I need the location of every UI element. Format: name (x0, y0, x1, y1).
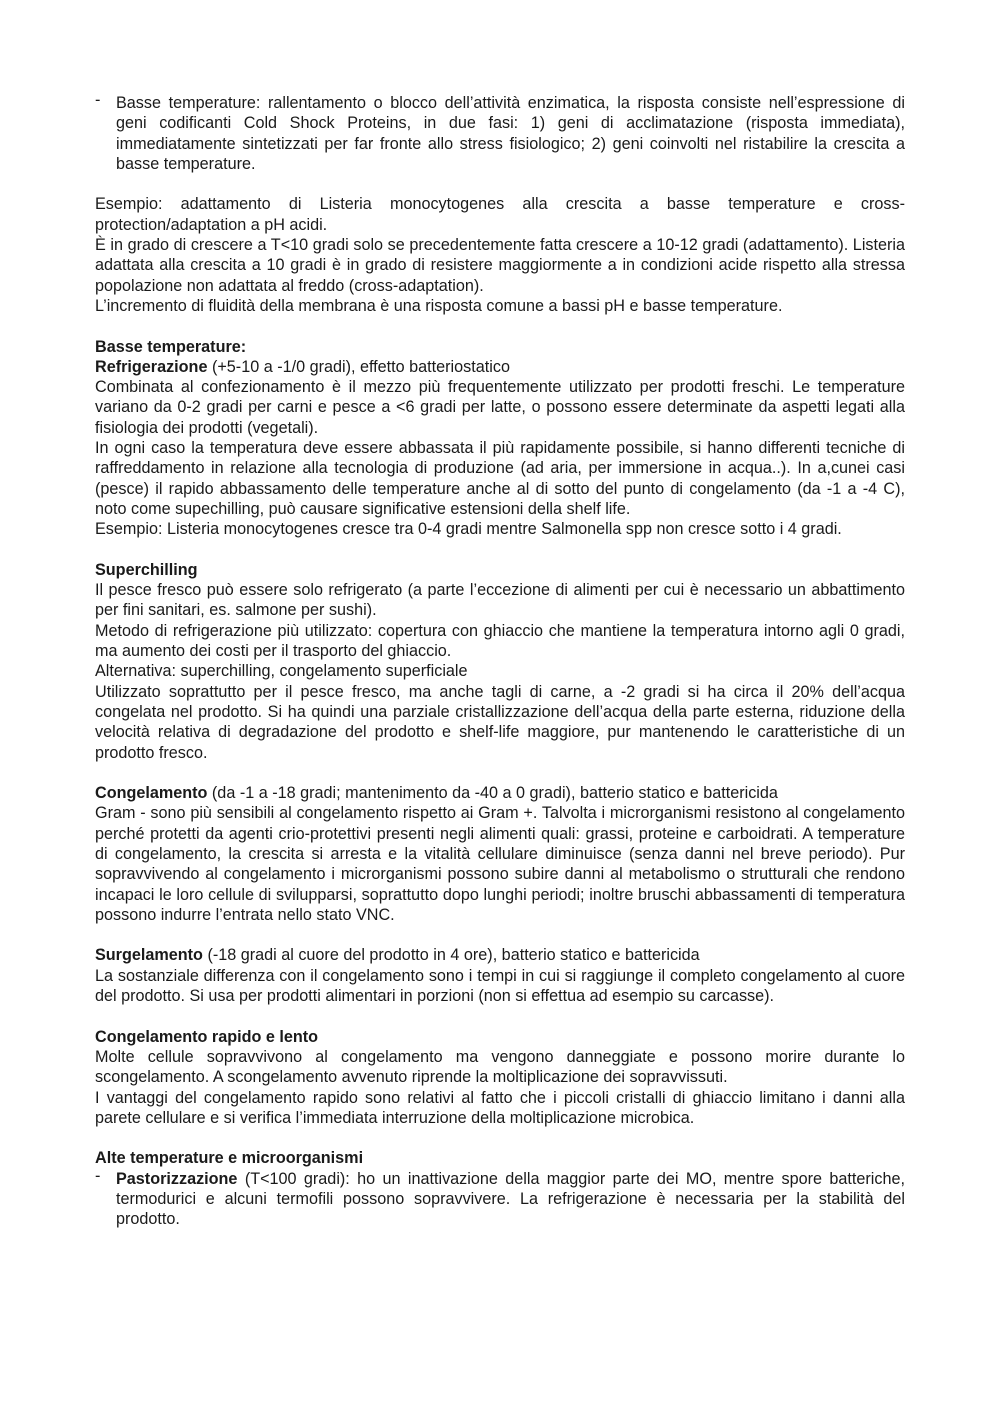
bullet-pasteurization (95, 1166, 905, 1230)
bullet-text (116, 1170, 905, 1229)
refrigeration-line (95, 357, 905, 377)
pasteurization-detail: (T<100 gradi): ho un inattivazione della maggior parte dei MO, mentre spore batteriche, termodurici e alcuni termofili possono sopravvivere. La refrigerazione è necessaria per la stabilità del prodotto. (116, 1169, 905, 1229)
refrigeration-paragraph-1: Combinata al confezionamento è il mezzo più frequentemente utilizzato per prodotti freschi. Le temperature variano da 0-2 gradi per carni e pesce a <6 gradi per latte, o possono essere determinate da aspetti legati alla fisiologia dei prodotti (vegetali). (95, 378, 905, 437)
section-heading-low-temp: Basse temperature: (95, 337, 247, 356)
bullet-low-temperatures (95, 93, 905, 174)
deep-freezing-line (95, 945, 905, 965)
example-paragraph-1: Esempio: adattamento di Listeria monocytogenes alla crescita a basse temperature e cross-protection/adaptation a pH acidi. (95, 195, 905, 234)
superchilling-paragraph-3: Alternativa: superchilling, congelamento superficiale (95, 662, 468, 681)
freezing-detail: (da -1 a -18 gradi; mantenimento da -40 a 0 gradi), batterio statico e battericida (207, 784, 778, 803)
bullet-dash: - (95, 91, 101, 109)
fast-slow-paragraph-2: I vantaggi del congelamento rapido sono relativi al fatto che i piccoli cristalli di ghiaccio limitano i danni alla parete cellulare e si verifica l’immediata interruzione della moltiplicazione microbica. (95, 1088, 905, 1127)
section-heading-superchilling: Superchilling (95, 560, 198, 579)
freezing-label: Congelamento (95, 784, 208, 803)
superchilling-paragraph-1: Il pesce fresco può essere solo refrigerato (a parte l’eccezione di alimenti per cui è necessario un abbattimento per fini sanitari, es. salmone per sushi). (95, 581, 905, 620)
section-heading-fast-slow: Congelamento rapido e lento (95, 1027, 319, 1046)
section-heading-high-temp: Alte temperature e microorganismi (95, 1149, 364, 1168)
refrigeration-detail: (+5-10 a -1/0 gradi), effetto batteriostatico (207, 357, 510, 376)
pasteurization-label: Pastorizzazione (116, 1169, 238, 1188)
deep-freezing-paragraph-1: La sostanziale differenza con il congelamento sono i tempi in cui si raggiunge il completo congelamento al cuore del prodotto. Si usa per prodotti alimentari in porzioni (non si effettua ad esempio su carcasse). (95, 966, 905, 1006)
bullet-dash: - (95, 1166, 101, 1185)
deep-freezing-label: Surgelamento (95, 946, 203, 965)
superchilling-paragraph-2: Metodo di refrigerazione più utilizzato: copertura con ghiaccio che mantiene la temperatura intorno agli 0 gradi, ma aumento dei costi per il trasporto del ghiaccio. (95, 621, 905, 661)
freezing-paragraph-1: Gram - sono più sensibili al congelamento rispetto ai Gram +. Talvolta i microrganismi resistono al congelamento perché protetti da agenti crio-protettivi presenti negli alimenti quali: grassi, proteine e carboidrati. A temperature di congelamento, la crescita si arresta e la vitalità cellulare diminuisce (senza danni nel breve periodo). Pur sopravvivendo al congelamento i microrganismi possono subire danni al metabolismo o strutturali che rendono incapaci le loro cellule di svilupparsi, soprattutto dopo lunghi periodi; inoltre bruschi abbassamenti di temperatura possono indurre l’entrata nello stato VNC. (95, 804, 905, 924)
document-page (95, 93, 905, 1230)
refrigeration-paragraph-3: Esempio: Listeria monocytogenes cresce tra 0-4 gradi mentre Salmonella spp non cresce sotto i 4 gradi. (95, 520, 842, 539)
fast-slow-paragraph-1: Molte cellule sopravvivono al congelamento ma vengono danneggiate e possono morire durante lo scongelamento. A scongelamento avvenuto riprende la moltiplicazione dei sopravvissuti. (95, 1047, 905, 1087)
example-paragraph-3: L’incremento di fluidità della membrana è una risposta comune a bassi pH e basse temperature. (95, 296, 783, 315)
example-paragraph-2: È in grado di crescere a T<10 gradi solo se precedentemente fatta crescere a 10-12 gradi (adattamento). Listeria adattata alla crescita a 10 gradi è in grado di resistere maggiormente a in condizioni acide rispetto alla stressa popolazione non adattata al freddo (cross-adaptation). (95, 236, 905, 295)
superchilling-paragraph-4: Utilizzato soprattutto per il pesce fresco, ma anche tagli di carne, a -2 gradi si ha circa il 20% dell’acqua congelata nel prodotto. Si ha quindi una parziale cristallizzazione dell’acqua della parte esterna, riduzione della velocità relativa di degradazione del prodotto e shelf-life maggiore, pur mantenendo le caratteristiche di un prodotto fresco. (95, 682, 905, 762)
deep-freezing-detail: (-18 gradi al cuore del prodotto in 4 ore), batterio statico e battericida (202, 946, 700, 965)
bullet-text: Basse temperature: rallentamento o blocco dell’attività enzimatica, la risposta consiste nell’espressione di geni codificanti Cold Shock Proteins, in due fasi: 1) geni di acclimatazione (risposta immediata), immediatamente sintetizzati per far fronte allo stress fisiologico; 2) geni coinvolti nel ristabilire la crescita a basse temperature. (116, 94, 905, 173)
freezing-line (95, 783, 905, 803)
refrigeration-paragraph-2: In ogni caso la temperatura deve essere abbassata il più rapidamente possibile, si hanno differenti tecniche di raffreddamento in relazione alla tecnologia di produzione (ad aria, per immersione in acqua..). In a,cunei casi (pesce) il rapido abbassamento delle temperature anche al di sotto del punto di congelamento (da -1 a -4 C), noto come supechilling, può causare significative estensioni della shelf life. (95, 439, 905, 518)
refrigeration-label: Refrigerazione (95, 357, 208, 376)
